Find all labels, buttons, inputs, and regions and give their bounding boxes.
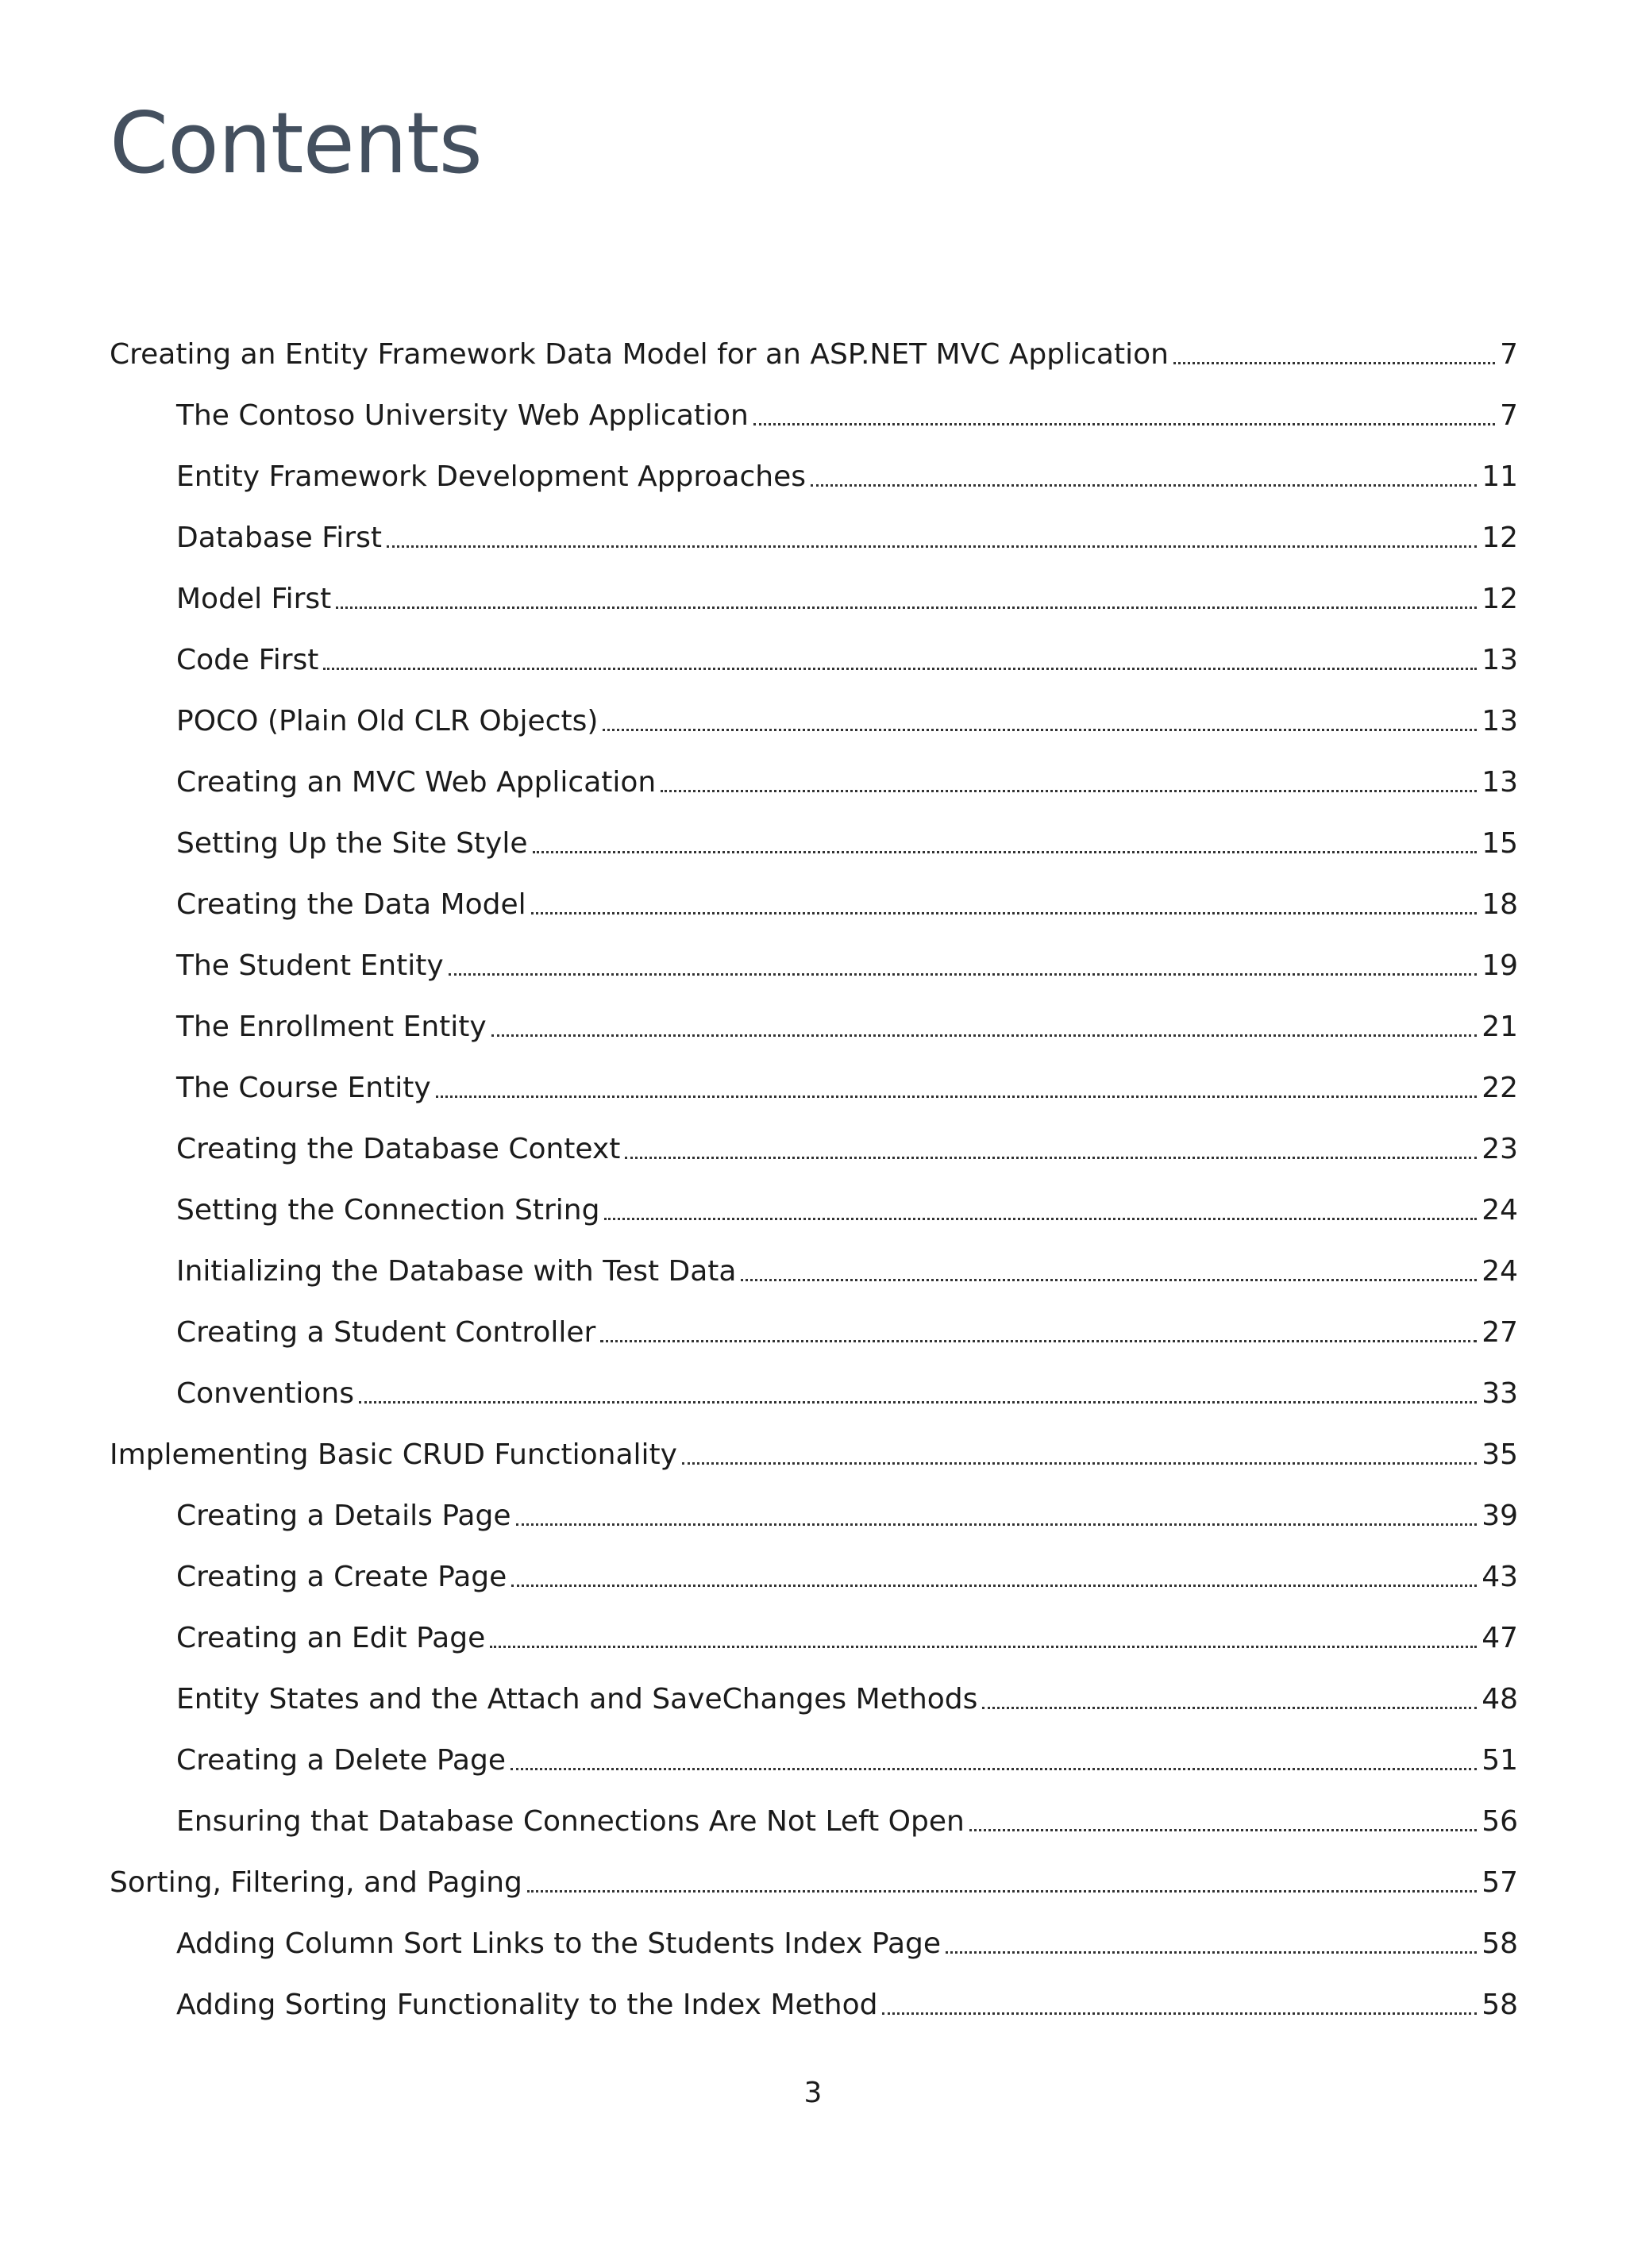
toc-entry-label: Conventions: [176, 1377, 354, 1410]
page-title: Contents: [110, 94, 482, 192]
toc-entry-label: Setting Up the Site Style: [176, 827, 528, 860]
toc-section-entry[interactable]: [0, 615, 1626, 676]
toc-entry-page-number: 18: [1482, 888, 1518, 921]
toc-entry-label: Creating a Details Page: [176, 1500, 511, 1532]
toc-section-entry[interactable]: [0, 921, 1626, 982]
toc-entry-page-number: 13: [1482, 644, 1518, 676]
toc-entry-page-number: 47: [1482, 1622, 1518, 1654]
toc-section-entry[interactable]: [0, 737, 1626, 799]
dot-leader: [531, 912, 1478, 915]
toc-section-entry[interactable]: [0, 1715, 1626, 1777]
toc-entry-label: Setting the Connection String: [176, 1194, 600, 1226]
toc-section-entry[interactable]: [0, 493, 1626, 554]
dot-leader: [882, 2012, 1477, 2015]
toc-entry-page-number: 58: [1482, 1927, 1518, 1960]
toc-entry-page-number: 13: [1482, 705, 1518, 737]
toc-section-entry[interactable]: [0, 1165, 1626, 1226]
toc-entry-page-number: 7: [1500, 399, 1518, 432]
toc-entry-label: Creating the Database Context: [176, 1133, 621, 1165]
dot-leader: [682, 1462, 1477, 1465]
dot-leader: [449, 973, 1478, 976]
toc-entry-label: The Enrollment Entity: [176, 1011, 487, 1043]
toc-entry-page-number: 48: [1482, 1683, 1518, 1715]
dot-leader: [811, 484, 1477, 487]
toc-entry-label: Sorting, Filtering, and Paging: [110, 1866, 522, 1899]
toc-entry-page-number: 7: [1500, 338, 1518, 371]
toc-entry-page-number: 24: [1482, 1255, 1518, 1288]
toc-section-entry[interactable]: [0, 371, 1626, 432]
toc-section-entry[interactable]: [0, 1960, 1626, 2021]
dot-leader: [336, 606, 1477, 609]
toc-entry-label: Implementing Basic CRUD Functionality: [110, 1438, 677, 1471]
dot-leader: [1173, 362, 1495, 364]
toc-entry-label: Creating a Create Page: [176, 1561, 507, 1593]
toc-section-entry[interactable]: [0, 1532, 1626, 1593]
toc-entry-page-number: 15: [1482, 827, 1518, 860]
toc-section-entry[interactable]: [0, 1471, 1626, 1532]
toc-entry-page-number: 22: [1482, 1072, 1518, 1104]
dot-leader: [511, 1585, 1477, 1587]
toc-entry-label: Creating an Edit Page: [176, 1622, 486, 1654]
dot-leader: [527, 1890, 1477, 1893]
dot-leader: [533, 851, 1478, 853]
toc-entry-page-number: 39: [1482, 1500, 1518, 1532]
toc-entry-page-number: 35: [1482, 1438, 1518, 1471]
toc-entry-page-number: 43: [1482, 1561, 1518, 1593]
dot-leader: [982, 1707, 1477, 1709]
dot-leader: [511, 1768, 1477, 1770]
toc-entry-label: Initializing the Database with Test Data: [176, 1255, 737, 1288]
toc-entry-label: Creating a Student Controller: [176, 1316, 596, 1349]
toc-entry-label: Creating a Delete Page: [176, 1744, 506, 1777]
dot-leader: [969, 1829, 1477, 1831]
dot-leader: [323, 668, 1477, 670]
toc-section-entry[interactable]: [0, 1349, 1626, 1410]
toc-section-entry[interactable]: [0, 1593, 1626, 1654]
toc-entry-label: Model First: [176, 583, 332, 615]
toc-section-entry[interactable]: [0, 1104, 1626, 1165]
toc-section-entry[interactable]: [0, 1777, 1626, 1838]
dot-leader: [625, 1157, 1477, 1159]
dot-leader: [387, 545, 1477, 548]
toc-entry-label: Creating the Data Model: [176, 888, 526, 921]
toc-section-entry[interactable]: [0, 432, 1626, 493]
toc-entry-label: POCO (Plain Old CLR Objects): [176, 705, 599, 737]
dot-leader: [490, 1646, 1477, 1648]
toc-chapter-entry[interactable]: [0, 1410, 1626, 1471]
toc-entry-label: The Student Entity: [176, 949, 444, 982]
toc-entry-page-number: 12: [1482, 583, 1518, 615]
toc-entry-page-number: 56: [1482, 1805, 1518, 1838]
toc-entry-label: Creating an MVC Web Application: [176, 766, 657, 799]
toc-entry-label: Creating an Entity Framework Data Model for an ASP.NET MVC Application: [110, 338, 1169, 371]
toc-section-entry[interactable]: [0, 799, 1626, 860]
toc-entry-label: Code First: [176, 644, 319, 676]
toc-entry-label: The Course Entity: [176, 1072, 431, 1104]
dot-leader: [359, 1401, 1477, 1404]
dot-leader: [603, 729, 1477, 731]
toc-entry-page-number: 24: [1482, 1194, 1518, 1226]
toc-entry-page-number: 27: [1482, 1316, 1518, 1349]
toc-section-entry[interactable]: [0, 676, 1626, 737]
toc-entry-page-number: 23: [1482, 1133, 1518, 1165]
toc-section-entry[interactable]: [0, 1654, 1626, 1715]
toc-entry-label: Entity Framework Development Approaches: [176, 460, 807, 493]
toc-entry-label: The Contoso University Web Application: [176, 399, 749, 432]
toc-entry-label: Adding Column Sort Links to the Students Index Page: [176, 1927, 941, 1960]
toc-entry-page-number: 19: [1482, 949, 1518, 982]
toc-entry-page-number: 58: [1482, 1989, 1518, 2021]
dot-leader: [491, 1034, 1477, 1037]
dot-leader: [741, 1279, 1477, 1281]
dot-leader: [604, 1218, 1477, 1220]
toc-entry-label: Ensuring that Database Connections Are Not Left Open: [176, 1805, 965, 1838]
dot-leader: [516, 1523, 1478, 1526]
toc-section-entry[interactable]: [0, 1226, 1626, 1288]
toc-entry-page-number: 57: [1482, 1866, 1518, 1899]
toc-chapter-entry[interactable]: [0, 1838, 1626, 1899]
dot-leader: [753, 423, 1495, 425]
toc-entry-page-number: 12: [1482, 522, 1518, 554]
toc-entry-label: Adding Sorting Functionality to the Index Method: [176, 1989, 878, 2021]
dot-leader: [436, 1095, 1478, 1098]
toc-section-entry[interactable]: [0, 1043, 1626, 1104]
toc-section-entry[interactable]: [0, 554, 1626, 615]
dot-leader: [661, 790, 1477, 792]
toc-entry-page-number: 13: [1482, 766, 1518, 799]
toc-entry-page-number: 21: [1482, 1011, 1518, 1043]
page-number: 3: [803, 2077, 823, 2109]
toc-entry-page-number: 11: [1482, 460, 1518, 493]
toc-entry-page-number: 51: [1482, 1744, 1518, 1777]
toc-entry-label: Database First: [176, 522, 382, 554]
toc-section-entry[interactable]: [0, 1288, 1626, 1349]
toc-chapter-entry[interactable]: [0, 310, 1626, 371]
toc-entry-label: Entity States and the Attach and SaveChanges Methods: [176, 1683, 978, 1715]
dot-leader: [600, 1340, 1477, 1342]
toc-section-entry[interactable]: [0, 1899, 1626, 1960]
dot-leader: [946, 1951, 1477, 1954]
toc-section-entry[interactable]: [0, 982, 1626, 1043]
toc-entry-page-number: 33: [1482, 1377, 1518, 1410]
table-of-contents: [0, 310, 1626, 2021]
toc-section-entry[interactable]: [0, 860, 1626, 921]
